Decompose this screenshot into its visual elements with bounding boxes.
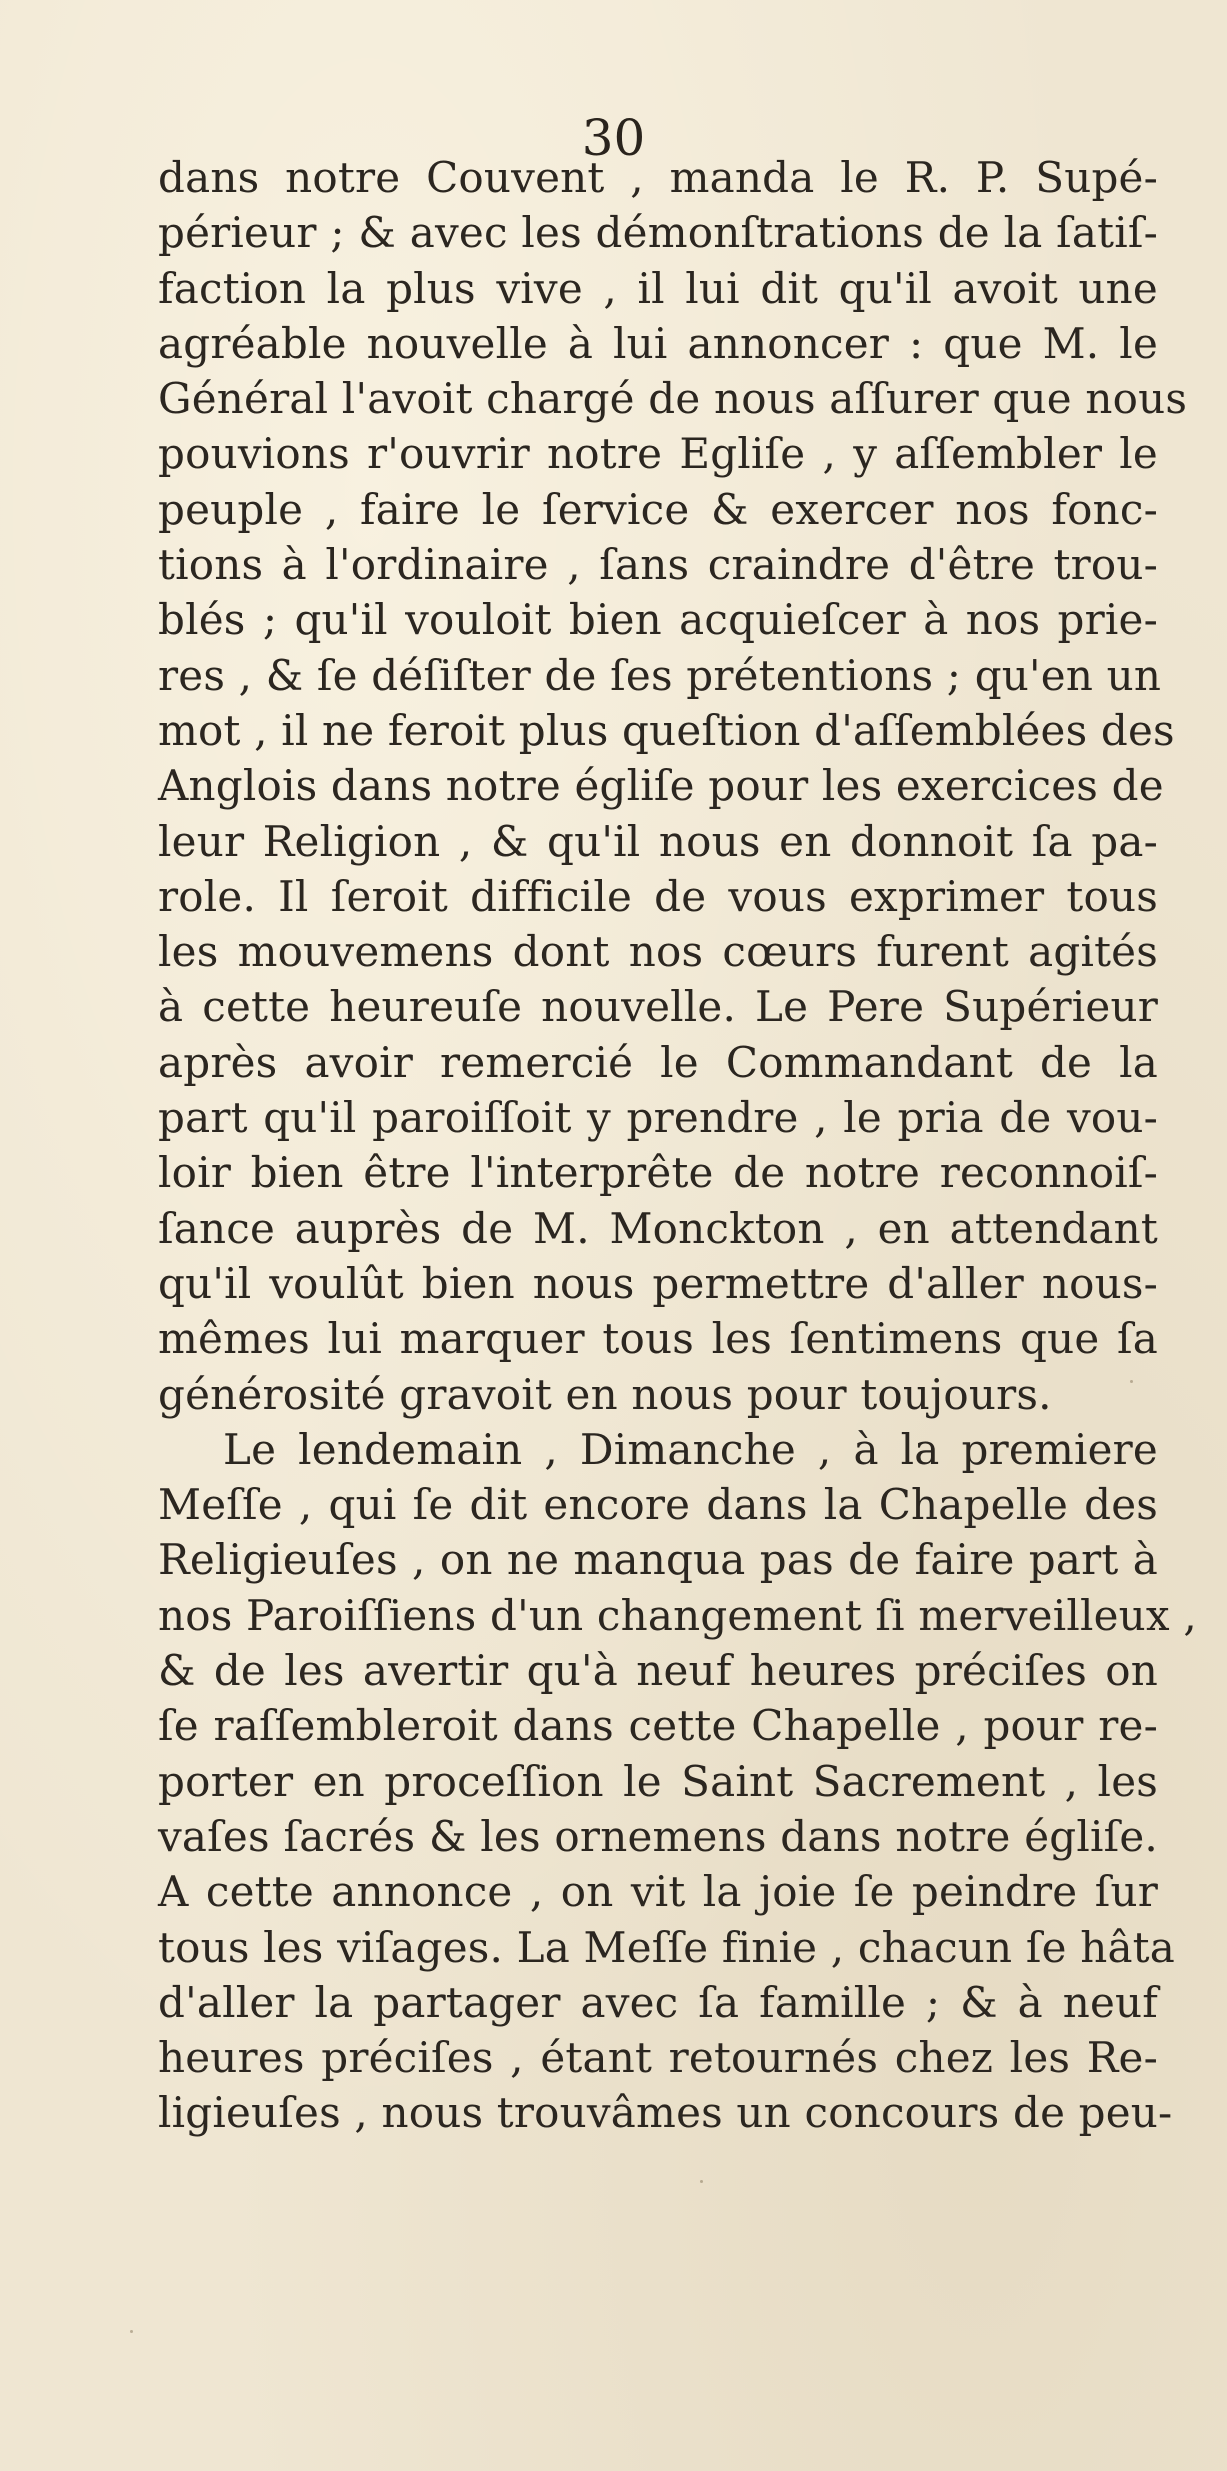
text-line: à cette heureuſe nouvelle. Le Pere Supérieur [158,982,1158,1032]
text-line: peuple , faire le ſervice & exercer nos fonc- [158,484,1158,534]
text-line: ſance auprès de M. Monckton , en attendant [158,1203,1158,1253]
text-line: pouvions r'ouvrir notre Egliſe , y aſſembler le [158,429,1158,479]
text-line: heures préciſes , étant retournés chez les Re- [158,2033,1158,2083]
text-line: part qu'il paroiſſoit y prendre , le pria de vou- [158,1093,1158,1143]
paper-speck [700,2180,703,2183]
text-line: agréable nouvelle à lui annoncer : que M. le [158,318,1158,368]
text-line: dans notre Couvent , manda le R. P. Supé- [158,153,1158,202]
text-line: faction la plus vive , il lui dit qu'il avoit une [158,263,1158,313]
text-line: & de les avertir qu'à neuf heures préciſes on [158,1646,1158,1696]
text-line: leur Religion , & qu'il nous en donnoit ſa pa- [158,816,1158,866]
paragraph-1 [158,150,1188,1422]
paper-speck [1130,1380,1133,1383]
text-line: mêmes lui marquer tous les ſentimens que ſa [158,1314,1158,1364]
text-line: après avoir remercié le Commandant de la [158,1037,1158,1087]
text-line: d'aller la partager avec ſa famille ; & à neuf [158,1977,1158,2027]
text-line: res , & ſe déſiſter de ſes prétentions ; qu'en un [158,650,1162,700]
text-line: nos Paroiſſiens d'un changement ſi merveilleux , [158,1590,1197,1640]
text-line: Religieuſes , on ne manqua pas de faire part à [158,1535,1158,1585]
text-line: ligieuſes , nous trouvâmes un concours de peu- [158,2088,1173,2138]
text-line: ſe raſſembleroit dans cette Chapelle , pour re- [158,1701,1158,1751]
text-line: périeur ; & avec les démonſtrations de la ſatiſ- [158,208,1158,258]
text-line: porter en proceſſion le Saint Sacrement , les [158,1756,1158,1806]
paper-speck [130,2330,133,2333]
text-line: mot , il ne feroit plus queſtion d'aſſemblées des [158,705,1175,755]
text-line: role. Il ſeroit difficile de vous exprimer tous [158,871,1158,921]
text-line: générosité gravoit en nous pour toujours. [158,1369,1052,1419]
text-line: tous les viſages. La Meſſe finie , chacun ſe hâta [158,1922,1176,1972]
text-line: vaſes ſacrés & les ornemens dans notre égliſe. [158,1811,1158,1861]
text-line: tions à l'ordinaire , ſans craindre d'être trou- [158,540,1158,590]
text-line: Le lendemain , Dimanche , à la premiere [223,1424,1158,1474]
text-line: Anglois dans notre égliſe pour les exercices de [158,761,1164,811]
text-line: Meſſe , qui ſe dit encore dans la Chapelle des [158,1480,1158,1530]
text-line: Général l'avoit chargé de nous aſſurer que nous [158,374,1188,424]
text-line: blés ; qu'il vouloit bien acquieſcer à nos prie- [158,595,1158,645]
text-line: qu'il voulût bien nous permettre d'aller nous- [158,1258,1158,1308]
text-line: A cette annonce , on vit la joie ſe peindre ſur [158,1867,1158,1917]
text-line: les mouvemens dont nos cœurs furent agités [158,927,1158,977]
paragraph-2 [158,1422,1197,2141]
text-line: loir bien être l'interprête de notre reconnoiſ- [158,1148,1158,1198]
page-number: 30 [581,109,646,167]
body-text [158,150,1197,2141]
